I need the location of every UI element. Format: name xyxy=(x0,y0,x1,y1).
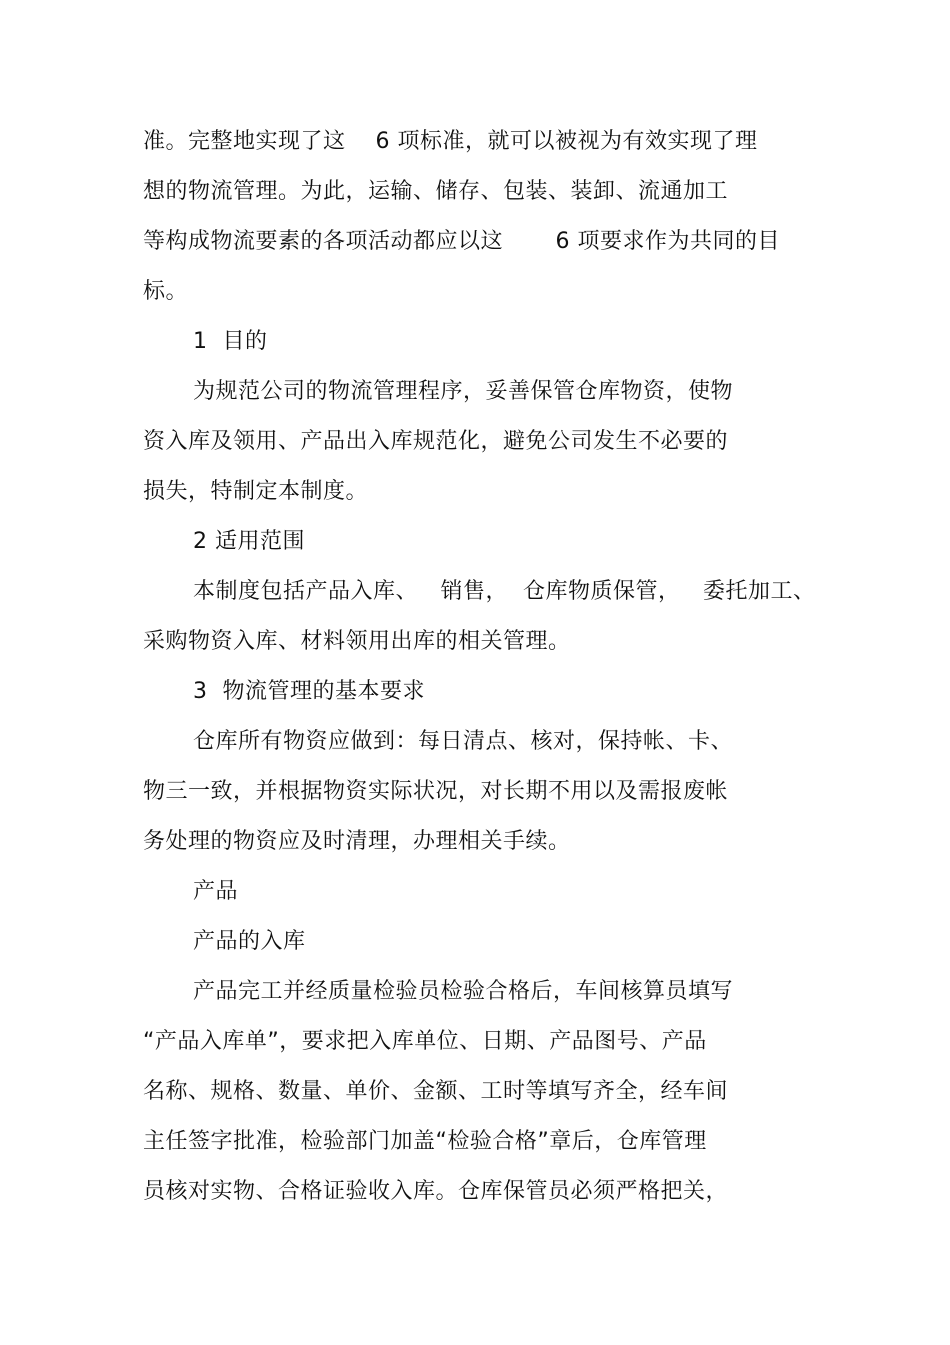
text-line: 产品完工并经质量检验员检验合格后，车间核算员填写 xyxy=(193,979,734,1004)
text-line: 为规范公司的物流管理程序，妥善保管仓库物资，使物 xyxy=(193,379,734,404)
text-line: “产品入库单”，要求把入库单位、日期、产品图号、产品 xyxy=(143,1029,707,1054)
text-line: 本制度包括产品入库、 销售， 仓库物质保管， 委托加工、 xyxy=(193,579,816,604)
text-line: 资入库及领用、产品出入库规范化，避免公司发生不必要的 xyxy=(143,429,729,454)
text-line: 务处理的物资应及时清理，办理相关手续。 xyxy=(143,829,571,854)
section-heading: 1 目的 xyxy=(193,329,268,354)
text-line: 员核对实物、合格证验收入库。仓库保管员必须严格把关， xyxy=(143,1179,729,1204)
text-line: 准。完整地实现了这 6 项标准，就可以被视为有效实现了理 xyxy=(143,129,758,154)
text-line: 主任签字批准，检验部门加盖“检验合格”章后，仓库管理 xyxy=(143,1129,707,1154)
text-line: 损失，特制定本制度。 xyxy=(143,479,369,504)
text-line: 等构成物流要素的各项活动都应以这 6 项要求作为共同的目 xyxy=(143,229,780,254)
subsection-heading: 产品的入库 xyxy=(193,929,306,954)
text-line: 想的物流管理。为此，运输、储存、包装、装卸、流通加工 xyxy=(143,179,729,204)
text-line: 仓库所有物资应做到：每日清点、核对，保持帐、卡、 xyxy=(193,729,734,754)
text-line: 名称、规格、数量、单价、金额、工时等填写齐全，经车间 xyxy=(143,1079,729,1104)
section-heading: 产品 xyxy=(193,879,239,904)
text-line: 采购物资入库、材料领用出库的相关管理。 xyxy=(143,629,571,654)
text-line: 标。 xyxy=(143,279,189,304)
section-heading: 2 适用范围 xyxy=(193,529,305,554)
text-line: 物三一致，并根据物资实际状况，对长期不用以及需报废帐 xyxy=(143,779,729,804)
section-heading: 3 物流管理的基本要求 xyxy=(193,679,425,704)
